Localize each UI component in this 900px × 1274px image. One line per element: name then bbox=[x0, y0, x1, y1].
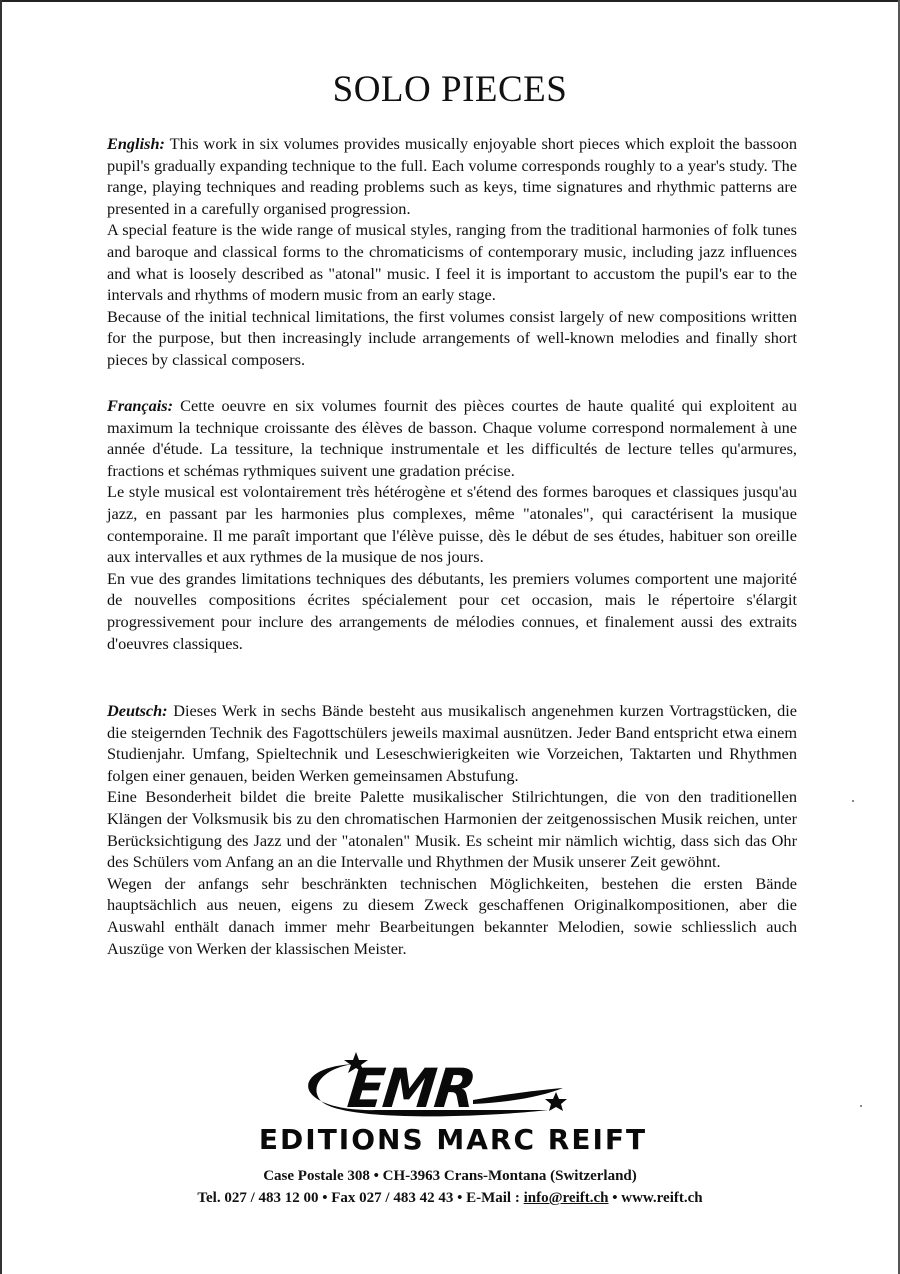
page-title: SOLO PIECES bbox=[332, 69, 568, 110]
french-paragraph: En vue des grandes limitations techniques des débutants, les premiers volumes comportent une majorité de nouvelles compositions écrites spécialement pour cet occasion, mais le répertoire s'élargit progressivement pour inclure des arrangements de mélodies connues, et finalement aussi des extraits d'oeuvres classiques. bbox=[107, 568, 797, 653]
french-paragraph: Français: Cette oeuvre en six volumes fournit des pièces courtes de haute qualité qui exploitent au maximum la technique croissante des élèves de basson. Chaque volume correspond normalement à une année d'étude. La tessiture, la technique instrumentale et les difficultés de lecture telles qu'armures, fractions et schémas rythmiques suivent une gradation précise. bbox=[107, 396, 797, 480]
german-paragraph: Deutsch: Dieses Werk in sechs Bände besteht aus musikalisch angenehmen kurzen Vortragstücken, die die steigernden Technik des Fagottschülers jeweils maximal ausnützen. Jeder Band entspricht etwa einem Studienjahr. Umfang, Spieltechnik und Leseschwierigkeiten wie Vorzeichen, Taktarten und Rhythmen folgen einer genauen, beiden Werken gemeinsamen Abstufung. bbox=[107, 701, 797, 785]
page-border bbox=[0, 0, 900, 2]
star-icon bbox=[545, 1092, 567, 1111]
logo-mark: EMR bbox=[344, 1057, 478, 1120]
contact-line: Tel. 027 / 483 12 00 • Fax 027 / 483 42 43 • E-Mail : info@reift.ch • www.reift.ch bbox=[197, 1190, 703, 1206]
publisher-logo bbox=[228, 1050, 678, 1160]
publisher-contact bbox=[0, 1165, 900, 1209]
english-section bbox=[107, 133, 797, 371]
page-border bbox=[0, 0, 2, 1274]
publisher-name: EDITIONS MARC REIFT bbox=[258, 1123, 648, 1156]
postal-address: Case Postale 308 • CH-3963 Crans-Montana (Switzerland) bbox=[263, 1168, 637, 1184]
german-label: Deutsch: bbox=[107, 701, 168, 720]
french-paragraph: Le style musical est volontairement très hétérogène et s'étend des formes baroques et classiques jusqu'au jazz, en passant par les harmonies plus complexes, même "atonales", qui caractérisent la musique contemporaine. Il me paraît important que l'élève puisse, dès le début de ses études, habituer son oreille aux intervalles et aux rythmes de la musique de nos jours. bbox=[107, 482, 797, 567]
scan-speck bbox=[860, 1105, 862, 1107]
german-paragraph: Eine Besonderheit bildet die breite Palette musikalischer Stilrichtungen, die von den traditionellen Klängen der Volksmusik bis zu den chromatischen Harmonien der zeitgenossischen Musik reichen, unter Berücksichtigung des Jazz und der "atonalen" Musik. Es scheint mir nämlich wichtig, dass sich das Ohr des Schülers vom Anfang an an die Intervalle und Rhythmen der Musik unserer Zeit gewöhnt. bbox=[107, 787, 797, 872]
french-section bbox=[107, 395, 797, 654]
german-paragraph: Wegen der anfangs sehr beschränkten technischen Möglichkeiten, bestehen die ersten Bände hauptsächlich aus neuen, eigens zu diesem Zweck geschaffenen Originalkompositionen, aber die Auswahl enthält danach immer mehr Bearbeitungen bekannter Melodien, sowie schliesslich auch Auszüge von Werken der klassischen Meister. bbox=[107, 873, 797, 958]
email-link[interactable]: info@reift.ch bbox=[523, 1190, 609, 1206]
english-paragraph: A special feature is the wide range of musical styles, ranging from the traditional harmonies of folk tunes and baroque and classical forms to the chromaticisms of contemporary music, including jazz influences and what is loosely described as "atonal" music. I feel it is important to accustom the pupil's ear to the intervals and rhythms of modern music from an early stage. bbox=[107, 220, 797, 305]
english-paragraph: English: This work in six volumes provides musically enjoyable short pieces which exploit the bassoon pupil's gradually expanding technique to the full. Each volume corresponds roughly to a year's study. The range, playing techniques and reading problems such as keys, time signatures and rhythmic patterns are presented in a carefully organised progression. bbox=[107, 134, 798, 218]
german-section bbox=[107, 700, 797, 959]
english-paragraph: Because of the initial technical limitations, the first volumes consist largely of new compositions written for the purpose, but then increasingly include arrangements of well-known melodies and finally short pieces by classical composers. bbox=[107, 306, 797, 369]
scan-speck bbox=[852, 800, 854, 802]
english-label: English: bbox=[107, 134, 165, 153]
french-label: Français: bbox=[107, 396, 174, 415]
